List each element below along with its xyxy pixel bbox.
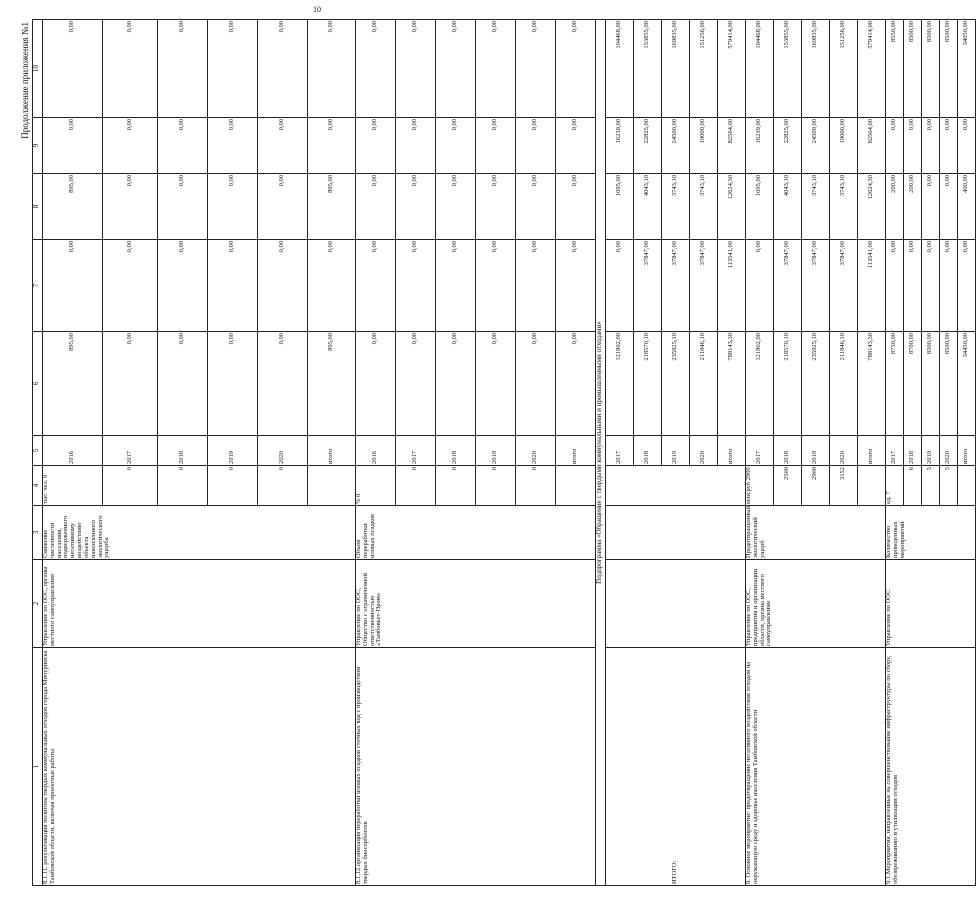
amount-other: 0,00: [396, 20, 436, 118]
indicator-cell: Снижение численности населения, подверженного негативному воздействию объекта накопленного экологического ущерба: [43, 506, 356, 560]
measure-9-name: 9. Основное мероприятие: предотвращение негативного воздействия отходов на окружающую среду и здоровье населения Тамбовской области: [746, 648, 886, 886]
target-value: 0: [516, 466, 556, 506]
amount-total: 0,00: [103, 332, 158, 436]
amount-local: 0,00: [958, 118, 976, 174]
amount-local: 0,00: [103, 118, 158, 174]
measure-name: 8.1.12.организация переработки иловых осадков сточных вод с производством твердых биосорбентов: [356, 648, 596, 886]
year-cell: итого: [556, 436, 596, 466]
amount-federal: 0,00: [746, 240, 774, 332]
appendix-heading: Продолжение приложения №1: [20, 22, 30, 139]
amount-regional: 0,00: [556, 174, 596, 240]
amount-regional: 0,00: [396, 174, 436, 240]
amount-federal: 0,00: [940, 240, 958, 332]
target-value: 5: [922, 466, 940, 506]
amount-regional: 0,00: [516, 174, 556, 240]
amount-local: 0,00: [308, 118, 356, 174]
amount-federal: 37847,00: [830, 240, 858, 332]
target-value: 2900: [802, 466, 830, 506]
executor-cell: Управление по ООС, органы местного самоуправления: [43, 560, 356, 648]
amount-local: 0,00: [208, 118, 258, 174]
amount-regional: 0,00: [208, 174, 258, 240]
year-cell: 2020: [940, 436, 958, 466]
amount-other: 0,00: [556, 20, 596, 118]
amount-total: 895,00: [43, 332, 103, 436]
target-value: ед. 7: [886, 466, 904, 506]
column-number: 9: [33, 118, 43, 174]
amount-total: 218570,10: [774, 332, 802, 436]
target-value: % 0: [356, 466, 396, 506]
amount-local: 16239,00: [746, 118, 774, 174]
table-row: [43, 20, 103, 886]
amount-federal: 0,00: [158, 240, 208, 332]
column-number: 8: [33, 174, 43, 240]
amount-local: 0,00: [922, 118, 940, 174]
column-number: 5: [33, 436, 43, 466]
amount-other: 0,00: [43, 20, 103, 118]
amount-total: 211846,10: [830, 332, 858, 436]
amount-local: 19000,00: [830, 118, 858, 174]
amount-regional: 3743,10: [690, 174, 718, 240]
year-cell: 2020: [690, 436, 718, 466]
column-number: 2: [33, 560, 43, 648]
amount-federal: 0,00: [436, 240, 476, 332]
year-cell: 2019: [476, 436, 516, 466]
amount-federal: 113541,00: [718, 240, 746, 332]
year-cell: 2020: [830, 436, 858, 466]
amount-local: 0,00: [356, 118, 396, 174]
amount-regional: 200,00: [886, 174, 904, 240]
amount-other: 0,00: [258, 20, 308, 118]
target-value: 5: [940, 466, 958, 506]
amount-local: 82564,00: [858, 118, 886, 174]
amount-other: 579414,00: [718, 20, 746, 118]
amount-other: 0,00: [356, 20, 396, 118]
amount-local: 0,00: [43, 118, 103, 174]
year-cell: 2016: [43, 436, 103, 466]
amount-other: 8500,00: [922, 20, 940, 118]
year-cell: 2017: [103, 436, 158, 466]
target-value: тыс. чел. 0: [43, 466, 103, 506]
amount-total: 788143,30: [858, 332, 886, 436]
amount-total: 0,00: [396, 332, 436, 436]
amount-total: 121802,00: [746, 332, 774, 436]
amount-local: 24500,00: [662, 118, 690, 174]
amount-total: 0,00: [436, 332, 476, 436]
measure-9-indicator: Предотвращенный экологический ущерб: [746, 506, 886, 560]
target-value: 0: [208, 466, 258, 506]
amount-total: 235925,10: [662, 332, 690, 436]
amount-total: 0,00: [356, 332, 396, 436]
year-cell: 2019: [922, 436, 940, 466]
year-cell: итого: [718, 436, 746, 466]
indicator-cell: Объем переработки иловых осадков: [356, 506, 596, 560]
amount-local: 22825,00: [634, 118, 662, 174]
amount-federal: 0,00: [904, 240, 922, 332]
amount-other: 151256,00: [690, 20, 718, 118]
amount-local: 0,00: [556, 118, 596, 174]
amount-other: 0,00: [308, 20, 356, 118]
amount-federal: 0,00: [103, 240, 158, 332]
amount-total: 0,00: [158, 332, 208, 436]
amount-total: 0,00: [516, 332, 556, 436]
amount-federal: 37847,00: [662, 240, 690, 332]
target-value: 2500: [774, 466, 802, 506]
column-number-row: [33, 20, 43, 886]
amount-local: 0,00: [396, 118, 436, 174]
year-cell: 2018: [634, 436, 662, 466]
program-table: [32, 19, 976, 886]
amount-federal: 0,00: [556, 240, 596, 332]
target-value: 6: [904, 466, 922, 506]
amount-federal: 37847,00: [774, 240, 802, 332]
amount-local: 0,00: [886, 118, 904, 174]
amount-other: 0,00: [103, 20, 158, 118]
year-cell: 2020: [516, 436, 556, 466]
amount-federal: 0,00: [476, 240, 516, 332]
year-cell: 2017: [396, 436, 436, 466]
amount-regional: 3743,10: [802, 174, 830, 240]
amount-federal: 37847,00: [634, 240, 662, 332]
amount-federal: 0,00: [922, 240, 940, 332]
year-cell: 2019: [208, 436, 258, 466]
amount-total: 34450,00: [958, 332, 976, 436]
amount-total: 121802,00: [606, 332, 634, 436]
year-cell: 2018: [436, 436, 476, 466]
amount-total: 8750,00: [886, 332, 904, 436]
amount-regional: 0,00: [103, 174, 158, 240]
amount-regional: 1095,00: [746, 174, 774, 240]
measure-9-1-row: [886, 20, 904, 886]
amount-federal: 0,00: [43, 240, 103, 332]
amount-local: 0,00: [436, 118, 476, 174]
amount-other: 0,00: [516, 20, 556, 118]
amount-total: 0,00: [208, 332, 258, 436]
amount-total: 788143,30: [718, 332, 746, 436]
measure-9-executor: Управление по ООС, предприятия и организации области, органы местного самоуправления: [746, 560, 886, 648]
target-value: 3152: [830, 466, 858, 506]
itogo-row: [606, 20, 634, 886]
subprogram-row: [596, 20, 606, 886]
amount-other: 0,00: [436, 20, 476, 118]
column-number: 6: [33, 332, 43, 436]
year-cell: 2016: [356, 436, 396, 466]
empty-cell: [606, 560, 746, 648]
target-value: 0: [258, 466, 308, 506]
amount-other: 169835,00: [662, 20, 690, 118]
amount-total: 0,00: [476, 332, 516, 436]
amount-local: 0,00: [940, 118, 958, 174]
itogo-label: ИТОГО:: [606, 648, 746, 886]
column-number: 10: [33, 20, 43, 118]
amount-other: 8500,00: [940, 20, 958, 118]
amount-other: 169835,00: [802, 20, 830, 118]
amount-federal: 0,00: [208, 240, 258, 332]
amount-federal: 0,00: [258, 240, 308, 332]
year-cell: итого: [858, 436, 886, 466]
amount-regional: 4043,10: [634, 174, 662, 240]
amount-regional: 3743,10: [830, 174, 858, 240]
amount-regional: 400,00: [958, 174, 976, 240]
amount-total: 8500,00: [940, 332, 958, 436]
amount-regional: 3743,10: [662, 174, 690, 240]
target-value: [308, 466, 356, 506]
amount-other: 34050,00: [958, 20, 976, 118]
amount-federal: 0,00: [886, 240, 904, 332]
amount-regional: 0,00: [436, 174, 476, 240]
amount-regional: 0,00: [258, 174, 308, 240]
target-value: [858, 466, 886, 506]
year-cell: 2017: [606, 436, 634, 466]
amount-regional: 200,00: [904, 174, 922, 240]
amount-local: 0,00: [476, 118, 516, 174]
column-number: 1: [33, 648, 43, 886]
amount-regional: 895,00: [308, 174, 356, 240]
year-cell: 2019: [662, 436, 690, 466]
amount-local: 22825,00: [774, 118, 802, 174]
amount-total: 0,00: [556, 332, 596, 436]
amount-other: 0,00: [158, 20, 208, 118]
year-cell: 2020: [258, 436, 308, 466]
amount-federal: 0,00: [516, 240, 556, 332]
amount-regional: 4043,10: [774, 174, 802, 240]
measure-9-1-indicator: Количество проведенных мероприятий: [886, 506, 976, 560]
amount-federal: 37847,00: [690, 240, 718, 332]
amount-other: 104468,00: [606, 20, 634, 118]
amount-total: 211846,10: [690, 332, 718, 436]
amount-federal: 0,00: [396, 240, 436, 332]
empty-cell: [606, 506, 746, 560]
year-cell: 2018: [904, 436, 922, 466]
target-value: млн.руб 2900: [746, 466, 774, 506]
measure-9-1-name: 9.1.Мероприятия, направленные на совершенствование инфраструктуры по сбору, обезвреживанию и утилизации отходов: [886, 648, 976, 886]
target-value: [556, 466, 596, 506]
amount-local: 0,00: [904, 118, 922, 174]
amount-regional: 12624,30: [858, 174, 886, 240]
subprogram-title: Подпрограмма «Обращение с твердыми коммунальными и промышленными отходами»: [596, 20, 606, 886]
year-cell: 2018: [774, 436, 802, 466]
amount-federal: 0,00: [308, 240, 356, 332]
target-value: [958, 466, 976, 506]
amount-regional: 0,00: [158, 174, 208, 240]
amount-other: 153855,00: [634, 20, 662, 118]
amount-other: 153855,00: [774, 20, 802, 118]
amount-total: 218570,10: [634, 332, 662, 436]
year-cell: 2017: [886, 436, 904, 466]
amount-regional: 1095,00: [606, 174, 634, 240]
target-value: 0: [103, 466, 158, 506]
amount-regional: 0,00: [356, 174, 396, 240]
amount-other: 8550,00: [886, 20, 904, 118]
target-value: 0: [476, 466, 516, 506]
column-number: 4: [33, 466, 43, 506]
target-value: 0: [158, 466, 208, 506]
amount-total: 895,00: [308, 332, 356, 436]
amount-total: 8500,00: [922, 332, 940, 436]
amount-regional: 0,00: [922, 174, 940, 240]
amount-federal: 0,00: [958, 240, 976, 332]
amount-local: 24500,00: [802, 118, 830, 174]
amount-local: 0,00: [158, 118, 208, 174]
amount-other: 104468,00: [746, 20, 774, 118]
amount-other: 151256,00: [830, 20, 858, 118]
column-number: 3: [33, 506, 43, 560]
year-cell: 2017: [746, 436, 774, 466]
amount-total: 0,00: [258, 332, 308, 436]
measure-name: 8.1.11. рекультивация полигона твердых коммунальных отходов города Мичуринска Тамбовской области, включая проектные работы: [43, 648, 356, 886]
amount-other: 579414,00: [858, 20, 886, 118]
table-row: [356, 20, 396, 886]
year-cell: итого: [958, 436, 976, 466]
amount-federal: 113541,00: [858, 240, 886, 332]
amount-regional: 0,00: [940, 174, 958, 240]
column-number: 7: [33, 240, 43, 332]
executor-cell: Управление по ООС, Общество с ограниченной ответственностью «Тамбовьет-Пром»: [356, 560, 596, 648]
amount-total: 8700,00: [904, 332, 922, 436]
target-value: 0: [436, 466, 476, 506]
amount-federal: 0,00: [606, 240, 634, 332]
amount-federal: 37847,00: [802, 240, 830, 332]
amount-local: 82564,00: [718, 118, 746, 174]
amount-local: 16239,00: [606, 118, 634, 174]
year-cell: 2018: [158, 436, 208, 466]
measure-9-row: [746, 20, 774, 886]
amount-local: 0,00: [258, 118, 308, 174]
measure-9-1-executor: Управление по ООС: [886, 560, 976, 648]
empty-cell: [606, 466, 746, 506]
amount-federal: 0,00: [356, 240, 396, 332]
amount-local: 19000,00: [690, 118, 718, 174]
amount-regional: 895,00: [43, 174, 103, 240]
year-cell: 2019: [802, 436, 830, 466]
rotated-page: [20, 20, 970, 886]
amount-regional: 12624,30: [718, 174, 746, 240]
amount-local: 0,00: [516, 118, 556, 174]
year-cell: итого: [308, 436, 356, 466]
amount-total: 235925,10: [802, 332, 830, 436]
amount-other: 0,00: [208, 20, 258, 118]
target-value: 0: [396, 466, 436, 506]
amount-other: 8500,00: [904, 20, 922, 118]
amount-regional: 0,00: [476, 174, 516, 240]
amount-other: 0,00: [476, 20, 516, 118]
page-number: 10: [313, 5, 321, 14]
